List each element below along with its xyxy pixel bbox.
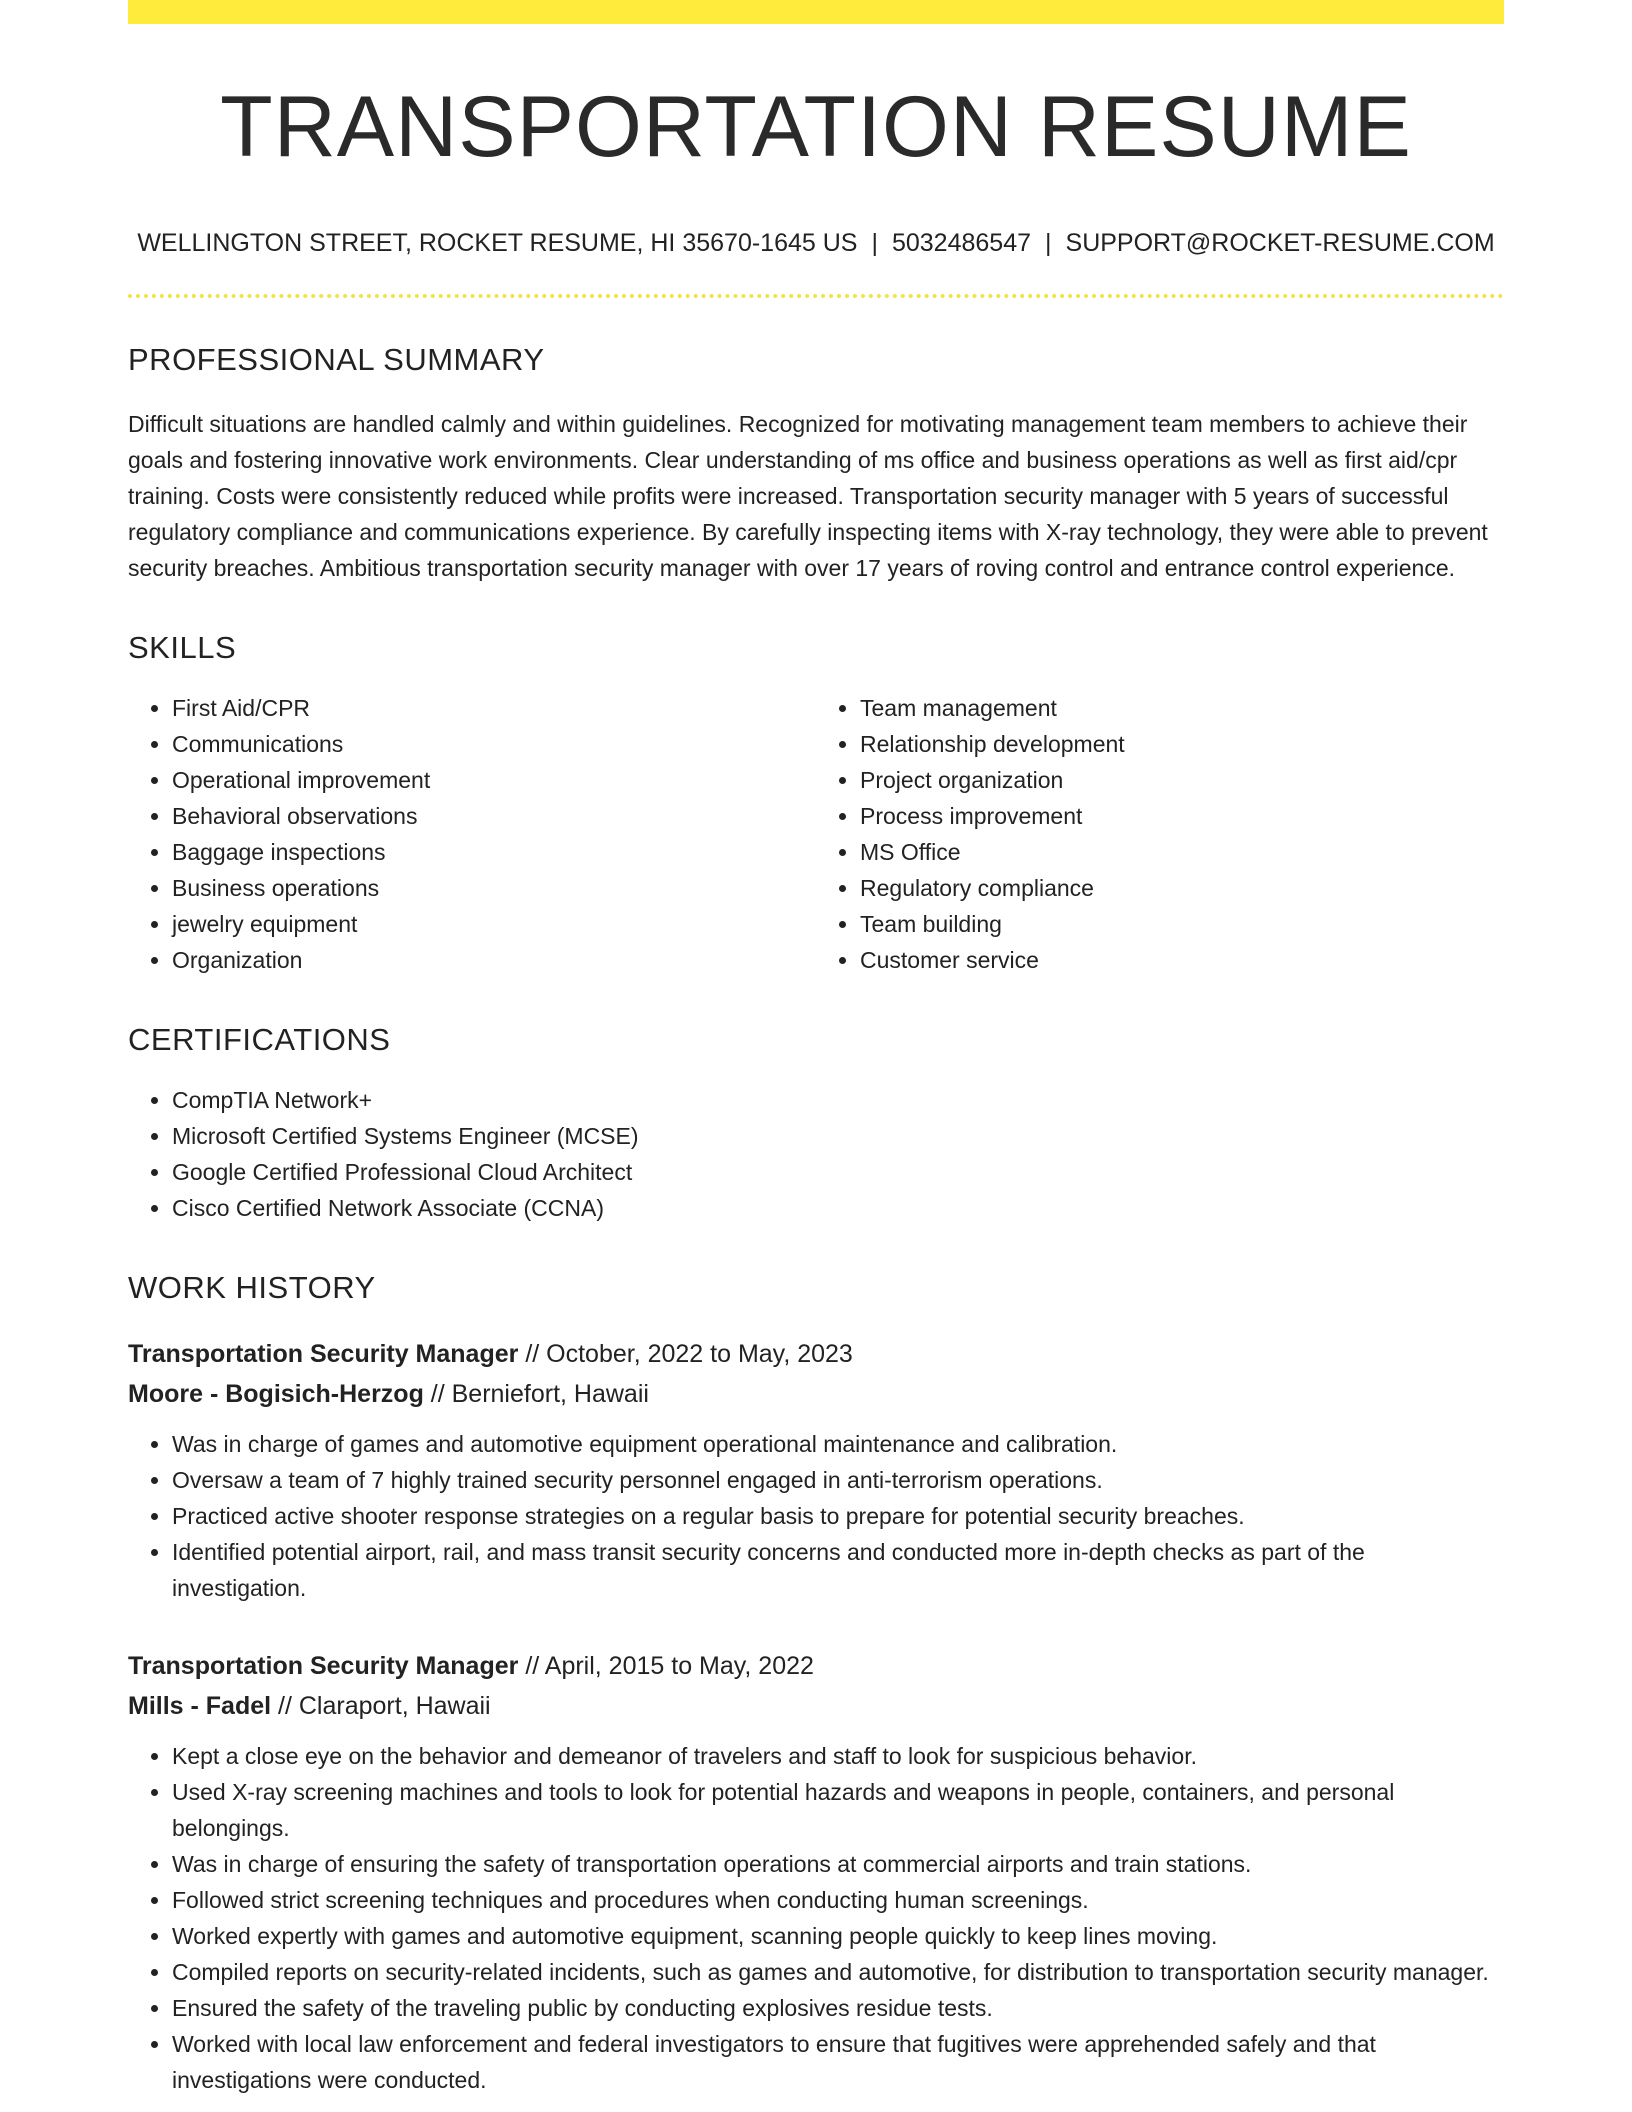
job-bullets (128, 1738, 1504, 2098)
list-item: • Process improvement (860, 798, 1504, 834)
certifications-heading: CERTIFICATIONS (128, 1021, 391, 1057)
list-item: • Microsoft Certified Systems Engineer (MCSE) (172, 1118, 1504, 1154)
contact-phone: 5032486547 (891, 228, 1032, 257)
list-item: • Organization (172, 942, 816, 978)
dotted-divider (128, 294, 1504, 298)
job-company-line (128, 1374, 1504, 1414)
list-item: • Used X-ray screening machines and tools to look for potential hazards and weapons in people, containers, and personal belongings. (172, 1774, 1504, 1846)
job-company: Moore - Bogisich-Herzog (128, 1379, 424, 1408)
list-item: • Baggage inspections (172, 834, 816, 870)
list-item: • Operational improvement (172, 762, 816, 798)
list-item: • First Aid/CPR (172, 690, 816, 726)
job-entry (128, 1334, 1504, 1606)
job-dates: // October, 2022 to May, 2023 (518, 1339, 853, 1368)
work-history-heading: WORK HISTORY (128, 1269, 376, 1305)
list-item: • Project organization (860, 762, 1504, 798)
list-item: • Worked expertly with games and automotive equipment, scanning people quickly to keep lines moving. (172, 1918, 1504, 1954)
contact-separator: | (1045, 228, 1052, 257)
summary-text: Difficult situations are handled calmly and within guidelines. Recognized for motivating management team members to achieve their goals and fostering innovative work environments. Clear understanding of ms office and business operations as well as first aid/cpr training. Costs were consistently reduced while profits were increased. Transportation security manager with 5 years of successful regulatory compliance and communications experience. By carefully inspecting items with X-ray technology, they were able to prevent security breaches. Ambitious transportation security manager with over 17 years of roving control and entrance control experience. (128, 410, 1488, 581)
list-item: • CompTIA Network+ (172, 1082, 1504, 1118)
list-item: • Customer service (860, 942, 1504, 978)
job-title: Transportation Security Manager (128, 1651, 519, 1680)
job-title: Transportation Security Manager (128, 1339, 519, 1368)
job-company-line (128, 1686, 1504, 1726)
list-item: • Worked with local law enforcement and federal investigators to ensure that fugitives were apprehended safely and that investigations were conducted. (172, 2026, 1504, 2098)
list-item: • Regulatory compliance (860, 870, 1504, 906)
accent-bar (128, 0, 1504, 24)
list-item: • Behavioral observations (172, 798, 816, 834)
contact-line (128, 229, 1504, 258)
list-item: • Business operations (172, 870, 816, 906)
resume-page (128, 0, 1504, 2098)
list-item: • Was in charge of ensuring the safety of transportation operations at commercial airports and train stations. (172, 1846, 1504, 1882)
job-location: // Berniefort, Hawaii (423, 1379, 649, 1408)
job-location: // Claraport, Hawaii (271, 1691, 491, 1720)
list-item: • Cisco Certified Network Associate (CCNA) (172, 1190, 1504, 1226)
list-item: • Google Certified Professional Cloud Architect (172, 1154, 1504, 1190)
certifications-list (128, 1082, 1504, 1226)
list-item: • Oversaw a team of 7 highly trained security personnel engaged in anti-terrorism operations. (172, 1462, 1504, 1498)
contact-address: WELLINGTON STREET, ROCKET RESUME, HI 35670-1645 US (137, 228, 858, 257)
summary-heading: PROFESSIONAL SUMMARY (128, 341, 545, 377)
list-item: • MS Office (860, 834, 1504, 870)
list-item: • Compiled reports on security-related incidents, such as games and automotive, for distribution to transportation security manager. (172, 1954, 1504, 1990)
contact-email: SUPPORT@ROCKET-RESUME.COM (1065, 228, 1495, 257)
list-item: • Team management (860, 690, 1504, 726)
list-item: • Ensured the safety of the traveling public by conducting explosives residue tests. (172, 1990, 1504, 2026)
skills-heading: SKILLS (128, 629, 237, 665)
job-bullets (128, 1426, 1504, 1606)
skills-list-left (128, 690, 816, 978)
job-title-line (128, 1646, 1504, 1686)
job-title-line (128, 1334, 1504, 1374)
job-dates: // April, 2015 to May, 2022 (518, 1651, 814, 1680)
job-entry (128, 1646, 1504, 2098)
list-item: • Followed strict screening techniques and procedures when conducting human screenings. (172, 1882, 1504, 1918)
list-item: • Kept a close eye on the behavior and demeanor of travelers and staff to look for suspicious behavior. (172, 1738, 1504, 1774)
list-item: • jewelry equipment (172, 906, 816, 942)
contact-separator: | (871, 228, 878, 257)
list-item: • Was in charge of games and automotive equipment operational maintenance and calibration. (172, 1426, 1504, 1462)
skills-columns (128, 690, 1504, 978)
resume-title: TRANSPORTATION RESUME (220, 79, 1412, 175)
job-company: Mills - Fadel (128, 1691, 272, 1720)
list-item: • Practiced active shooter response strategies on a regular basis to prepare for potential security breaches. (172, 1498, 1504, 1534)
skills-list-right (816, 690, 1504, 978)
list-item: • Team building (860, 906, 1504, 942)
list-item: • Relationship development (860, 726, 1504, 762)
list-item: • Communications (172, 726, 816, 762)
list-item: • Identified potential airport, rail, and mass transit security concerns and conducted more in-depth checks as part of the investigation. (172, 1534, 1504, 1606)
